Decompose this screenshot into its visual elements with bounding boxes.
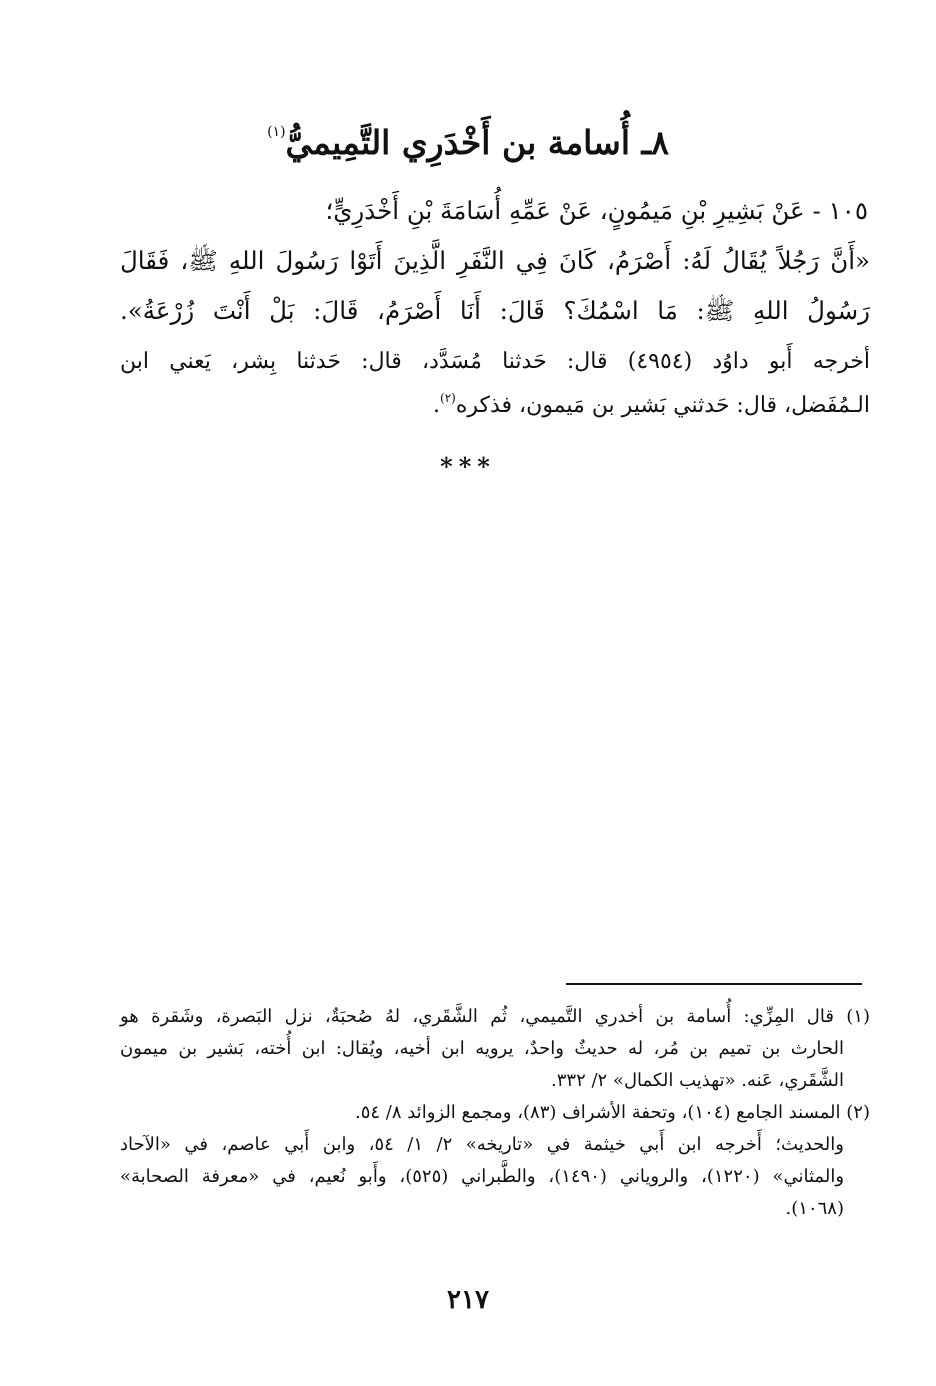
footnote-line: (١٠٦٨). xyxy=(785,1198,844,1219)
footnotes xyxy=(120,1001,870,1225)
takhrij-line: أخرجه أَبو داوُد (٤٩٥٤) قال: حَدثنا مُسَدَّد، قال: حَدثنا بِشر، يَعني ابن xyxy=(120,349,870,374)
main-text xyxy=(120,186,870,416)
chapter-title: أُسامة بن أَخْدَرِي التَّمِيميُّ xyxy=(285,123,631,162)
chapter-dash: ـ xyxy=(630,123,652,162)
hadith-line: ١٠٥ - عَنْ بَشِيرِ بْنِ مَيمُونٍ، عَنْ عَمِّهِ أُسَامَةَ بْنِ أَخْدَرِيٍّ؛ xyxy=(325,196,868,225)
footnote-line: الحارث بن تميم بن مُر، له حديثٌ واحدٌ، يرويه ابن أخيه، ويُقال: ابن أُخته، بَشير بن ميمون xyxy=(120,1038,844,1059)
page-number: ٢١٧ xyxy=(447,1285,489,1315)
takhrij-footnote-ref[interactable]: (٢) xyxy=(440,391,456,405)
hadith-line: «أَنَّ رَجُلاً يُقَالُ لَهُ: أَصْرَمُ، كَانَ فِي النَّفَرِ الَّذِينَ أَتَوْا رَسُولَ اللهِ ﷺ، فَقَالَ xyxy=(120,246,870,275)
footnote-line: (١) قال المِزِّي: أُسامة بن أخدري التَّميمي، ثُم الشَّقَري، لهُ صُحبَةٌ، نزل البَصرة، وشَقرة هو xyxy=(120,1006,870,1027)
footnote-line: (٢) المسند الجامع (١٠٤)، وتحفة الأشراف (٨٣)، ومجمع الزوائد ٨/ ٥٤. xyxy=(354,1102,870,1123)
footnote-line: الشَّقَري، عَنه. «تهذيب الكمال» ٢/ ٣٣٢. xyxy=(551,1070,844,1091)
takhrij-line-text: الـمُفَضل، قال: حَدثني بَشير بن مَيمون، فذكره xyxy=(455,393,870,418)
takhrij-ending: . xyxy=(433,393,441,418)
footnote-divider xyxy=(566,983,862,985)
hadith-line: رَسُولُ اللهِ ﷺ: مَا اسْمُكَ؟ قَالَ: أَنَا أَصْرَمُ، قَالَ: بَلْ أَنْتَ زُرْعَةُ». xyxy=(120,296,870,325)
takhrij-paragraph xyxy=(120,344,870,416)
chapter-number: ٨ xyxy=(651,123,669,162)
chapter-heading xyxy=(0,108,936,167)
takhrij-line xyxy=(120,380,870,416)
footnote-line: والحديث؛ أَخرجه ابن أَبي خيثمة في «تاريخه» ٢/ ١/ ٥٤، وابن أَبي عاصم، في «الآحاد xyxy=(120,1134,844,1155)
section-separator: *** xyxy=(440,452,496,481)
chapter-footnote-ref[interactable]: (١) xyxy=(267,124,286,140)
footnote-line: والمثاني» (١٢٢٠)، والروياني (١٤٩٠)، والطَّبراني (٥٢٥)، وأَبو نُعيم، في «معرفة الصحابة» xyxy=(120,1166,845,1187)
